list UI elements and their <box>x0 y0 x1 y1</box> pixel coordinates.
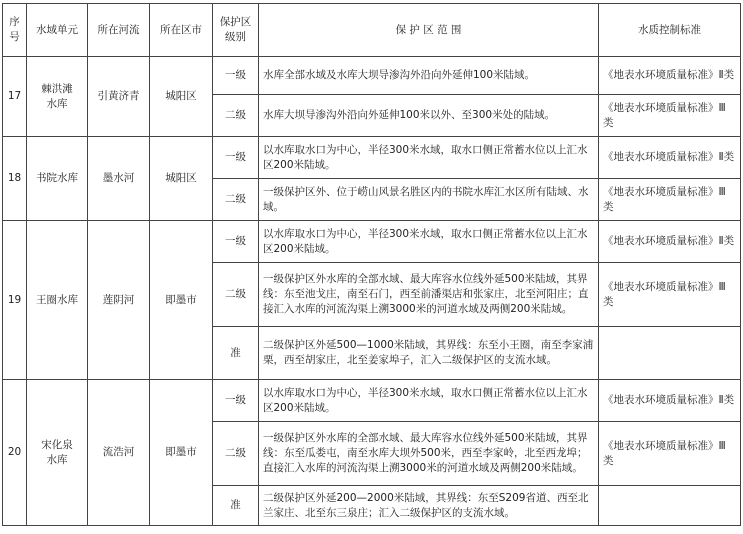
cell-level: 准 <box>213 486 259 526</box>
cell-level: 一级 <box>213 137 259 179</box>
cell-standard: 《地表水环境质量标准》Ⅲ类 <box>599 263 741 327</box>
header-river: 所在河流 <box>88 4 150 57</box>
header-seq: 序 号 <box>3 4 27 57</box>
table-row <box>3 380 741 422</box>
cell-range: 二级保护区外延500—1000米陆域，其界线：东至小王圈，南至李家浦栗，西至胡家庄，北至姜家埠子，汇入二级保护区的支流水域。 <box>259 327 599 380</box>
cell-unit: 宋化泉 水库 <box>27 380 88 526</box>
table-row <box>3 57 741 95</box>
table-header-row <box>3 4 741 57</box>
cell-seq: 17 <box>3 57 27 137</box>
table-row <box>3 137 741 179</box>
cell-range: 一级保护区外水库的全部水域、最大库容水位线外延500米陆域，其界线：东至池戈庄，南至石门，西至前潘渠店和张家庄，北至河阳庄；直接汇入水库的河流沟渠上溯3000米的河道水域及两侧200米陆域。 <box>259 263 599 327</box>
cell-district: 即墨市 <box>150 380 213 526</box>
cell-river: 流浩河 <box>88 380 150 526</box>
cell-standard: 《地表水环境质量标准》Ⅱ类 <box>599 137 741 179</box>
cell-standard: 《地表水环境质量标准》Ⅲ类 <box>599 95 741 137</box>
cell-unit: 王圈水库 <box>27 221 88 380</box>
cell-standard: 《地表水环境质量标准》Ⅲ类 <box>599 422 741 486</box>
cell-standard: 《地表水环境质量标准》Ⅱ类 <box>599 380 741 422</box>
cell-standard: 《地表水环境质量标准》Ⅱ类 <box>599 57 741 95</box>
cell-level: 二级 <box>213 179 259 221</box>
cell-standard: 《地表水环境质量标准》Ⅲ类 <box>599 179 741 221</box>
cell-level: 二级 <box>213 95 259 137</box>
cell-district: 即墨市 <box>150 221 213 380</box>
cell-level: 准 <box>213 327 259 380</box>
header-unit: 水域单元 <box>27 4 88 57</box>
header-range: 保 护 区 范 围 <box>259 4 599 57</box>
cell-standard <box>599 486 741 526</box>
cell-range: 一级保护区外水库的全部水域、最大库容水位线外延500米陆域，其界线：东至瓜娄屯，南至水库大坝外500米，西至李家岭，北至西龙埠；直接汇入水库的河流沟渠上溯3000米的河道水域及两侧200米陆域。 <box>259 422 599 486</box>
cell-range: 以水库取水口为中心，半径300米水域，取水口侧正常蓄水位以上汇水区200米陆域。 <box>259 137 599 179</box>
cell-seq: 19 <box>3 221 27 380</box>
cell-level: 一级 <box>213 57 259 95</box>
cell-range: 水库全部水域及水库大坝导渗沟外沿向外延伸100米陆域。 <box>259 57 599 95</box>
cell-unit: 书院水库 <box>27 137 88 221</box>
protection-zone-table <box>2 3 741 526</box>
cell-standard: 《地表水环境质量标准》Ⅱ类 <box>599 221 741 263</box>
cell-district: 城阳区 <box>150 57 213 137</box>
cell-district: 城阳区 <box>150 137 213 221</box>
cell-range: 二级保护区外延200—2000米陆域，其界线：东至S209省道、西至北兰家庄、北至东三泉庄；汇入二级保护区的支流水域。 <box>259 486 599 526</box>
cell-seq: 18 <box>3 137 27 221</box>
cell-range: 以水库取水口为中心，半径300米水域，取水口侧正常蓄水位以上汇水区200米陆域。 <box>259 380 599 422</box>
cell-level: 二级 <box>213 263 259 327</box>
cell-level: 二级 <box>213 422 259 486</box>
header-district: 所在区市 <box>150 4 213 57</box>
cell-level: 一级 <box>213 380 259 422</box>
cell-range: 一级保护区外、位于崂山风景名胜区内的书院水库汇水区所有陆域、水域。 <box>259 179 599 221</box>
cell-river: 引黄济青 <box>88 57 150 137</box>
header-level: 保护区 级别 <box>213 4 259 57</box>
cell-seq: 20 <box>3 380 27 526</box>
cell-standard <box>599 327 741 380</box>
cell-river: 莲阴河 <box>88 221 150 380</box>
cell-range: 水库大坝导渗沟外沿向外延伸100米以外、至300米处的陆域。 <box>259 95 599 137</box>
cell-river: 墨水河 <box>88 137 150 221</box>
cell-unit: 棘洪滩 水库 <box>27 57 88 137</box>
cell-level: 一级 <box>213 221 259 263</box>
cell-range: 以水库取水口为中心，半径300米水域，取水口侧正常蓄水位以上汇水区200米陆域。 <box>259 221 599 263</box>
header-standard: 水质控制标准 <box>599 4 741 57</box>
table-row <box>3 221 741 263</box>
